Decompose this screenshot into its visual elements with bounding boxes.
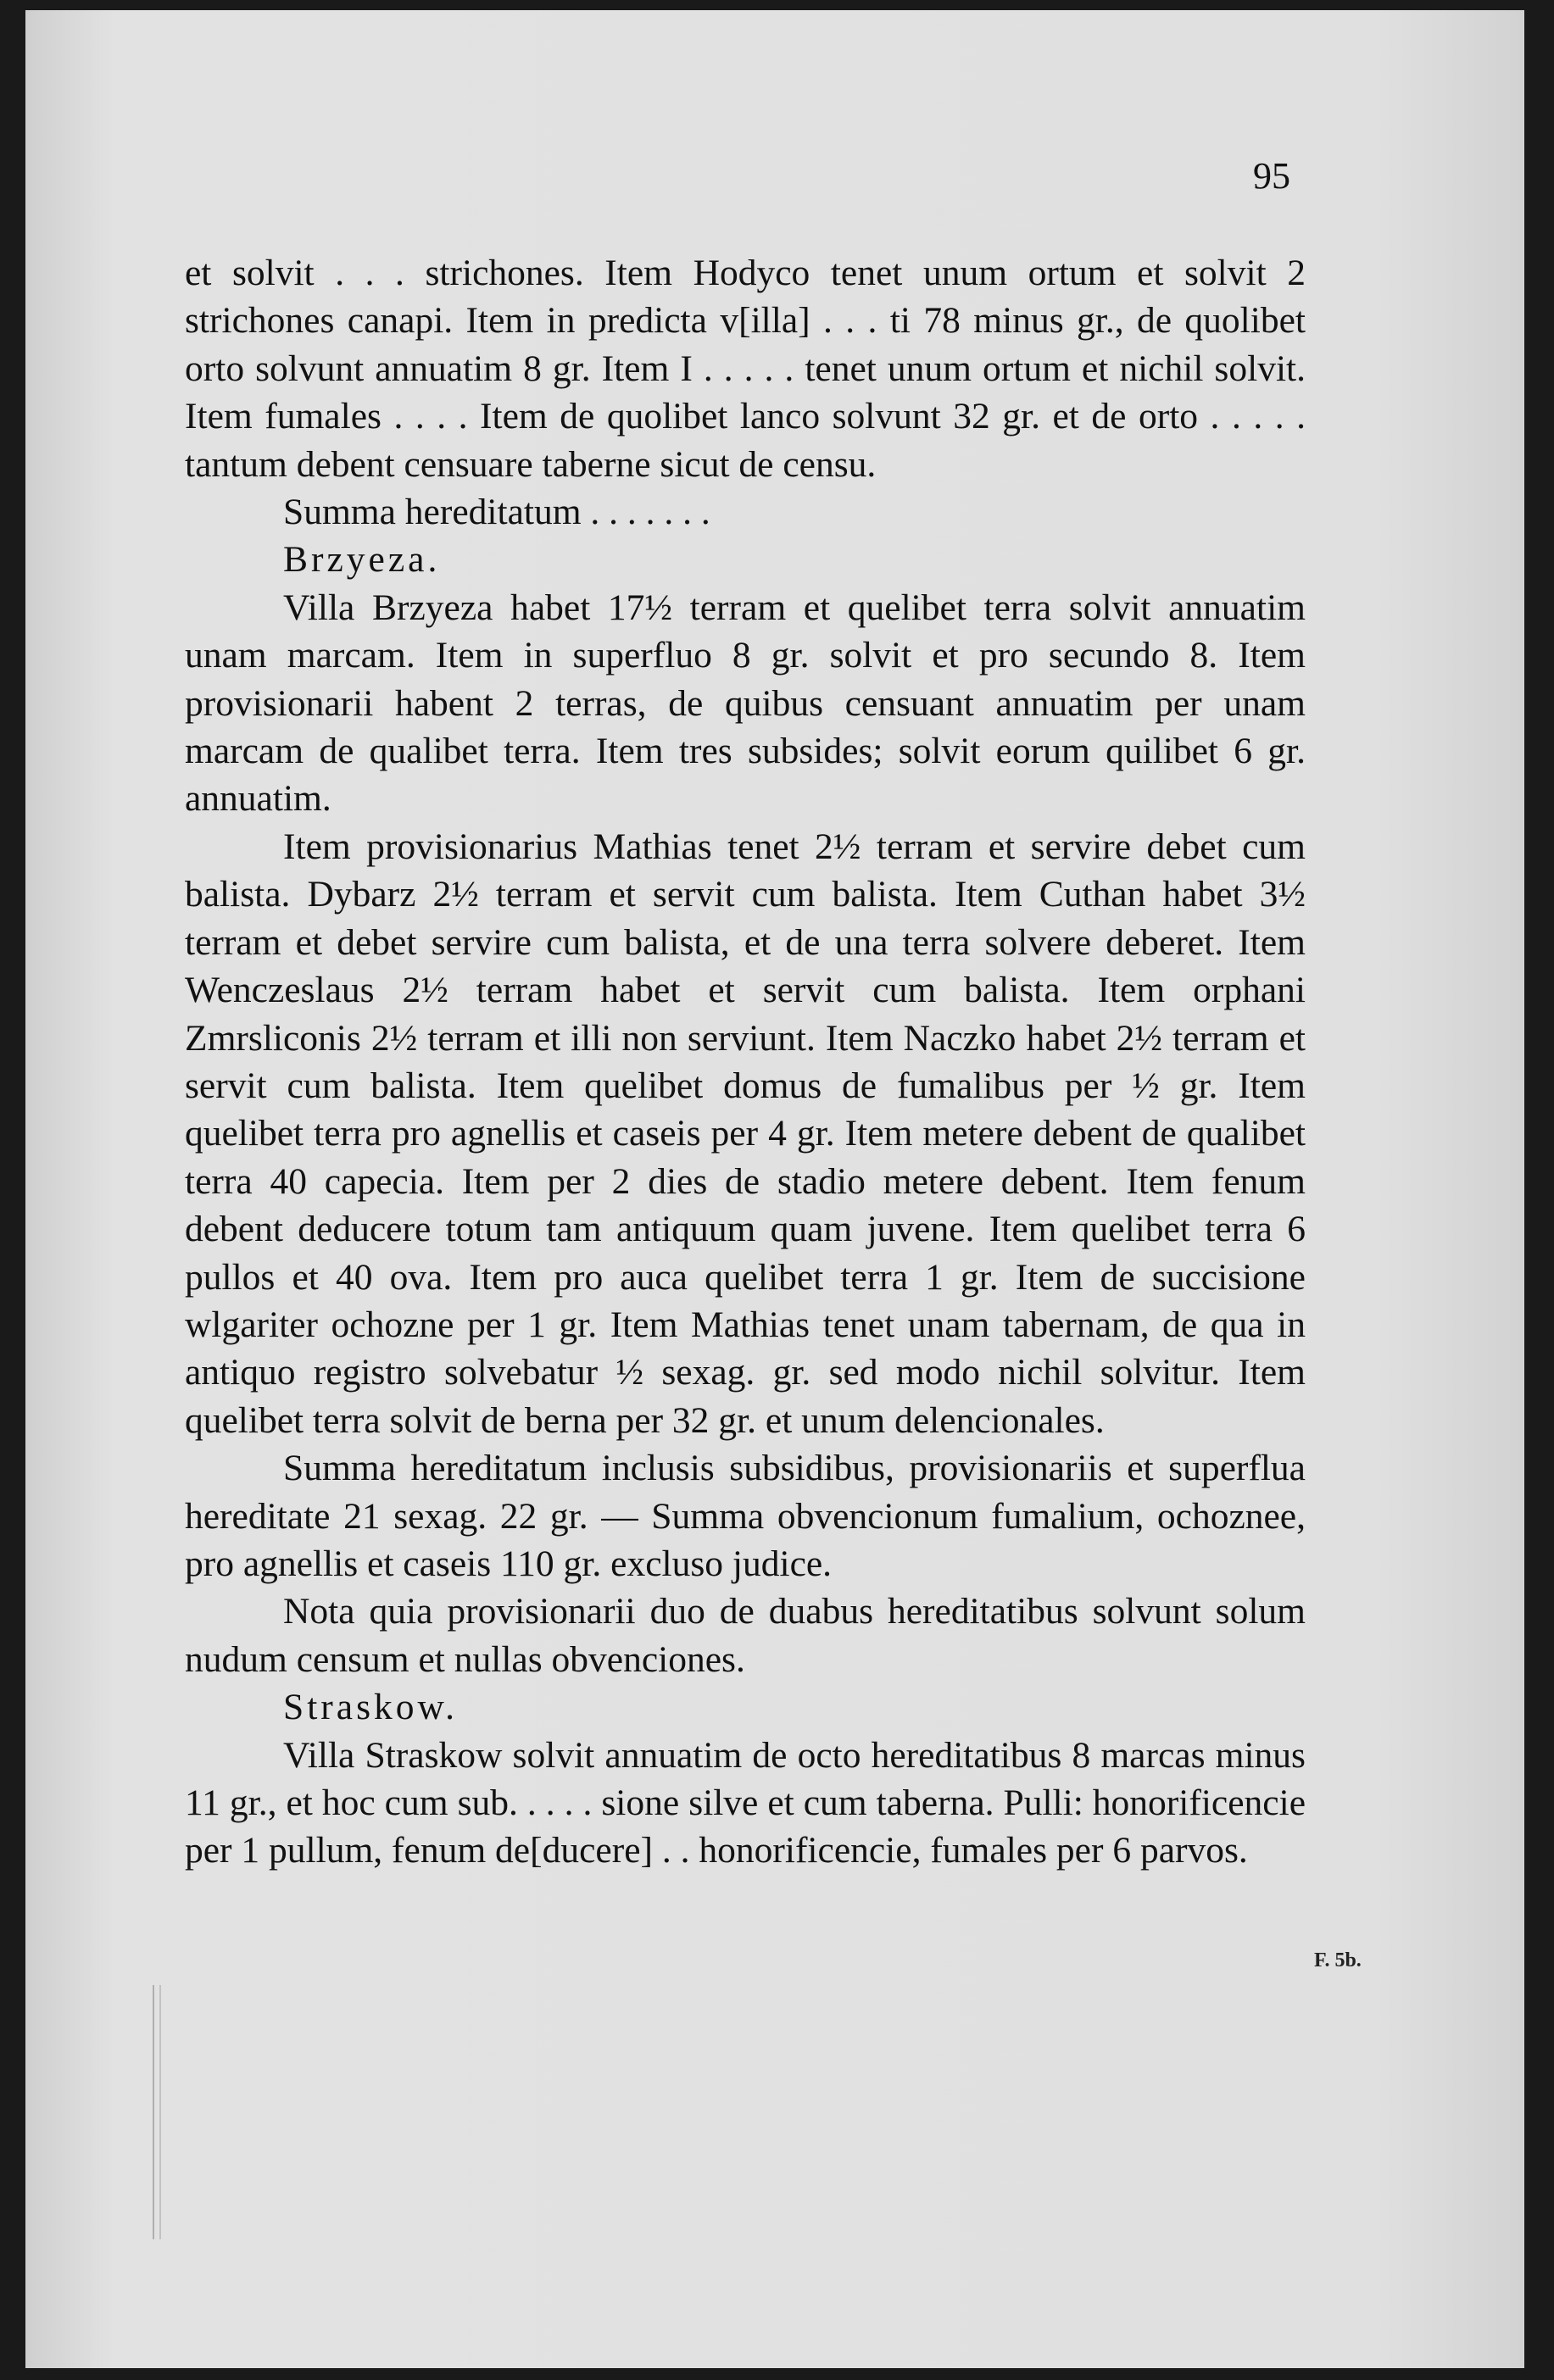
document-page xyxy=(25,10,1524,2368)
margin-note: F. 5b. xyxy=(1314,1949,1362,1971)
paragraph: Villa Brzyeza habet 17½ terram et quelibet terra solvit annuatim unam marcam. Item in superfluo 8 gr. solvit et pro secundo 8. Item provisionarii habent 2 terras, de quibus censuant annuatim per unam marcam de qualibet terra. Item tres subsides; solvit eorum quilibet 6 gr. annuatim. xyxy=(185,587,1306,820)
page-number: 95 xyxy=(1253,155,1290,197)
section-heading-straskow: Straskow. xyxy=(283,1687,458,1728)
summa-line: Summa hereditatum . . . . . . . xyxy=(283,492,710,533)
section-heading-brzyeza: Brzyeza. xyxy=(283,539,441,581)
bleed-through-mark xyxy=(153,1985,161,2239)
paragraph: Summa hereditatum inclusis subsidibus, provisionariis et superflua hereditate 21 sexag. 22 gr. — Summa obvencionum fumalium, ochoznee, pro agnellis et caseis 110 gr. excluso judice. xyxy=(185,1448,1306,1584)
paragraph: Villa Straskow solvit annuatim de octo hereditatibus 8 marcas minus 11 gr., et hoc cum sub. . . . . sione silve et cum taberna. Pulli: honorificencie per 1 pullum, fenum de[ducere] . . honorificencie, fumales per 6 parvos. xyxy=(185,1734,1306,1871)
body-text xyxy=(185,249,1306,1875)
paragraph: Item provisionarius Mathias tenet 2½ terram et servire debet cum balista. Dybarz 2½ terram et servit cum balista. Item Cuthan habet 3½ terram et debet servire cum balista, et de una terra solvere deberet. Item Wenczeslaus 2½ terram habet et servit cum balista. Item orphani Zmrsliconis 2½ terram et illi non serviunt. Item Naczko habet 2½ terram et servit cum balista. Item quelibet domus de fumalibus per ½ gr. Item quelibet terra pro agnellis et caseis per 4 gr. Item metere debent de qualibet terra 40 capecia. Item per 2 dies de stadio metere debent. Item fenum debent deducere totum tam antiquum quam juvene. Item quelibet terra 6 pullos et 40 ova. Item pro auca quelibet terra 1 gr. Item de succisione wlgariter ochozne per 1 gr. Item Mathias tenet unam tabernam, de qua in antiquo registro solvebatur ½ sexag. gr. sed modo nichil solvitur. Item quelibet terra solvit de berna per 32 gr. et unum delencionales. xyxy=(185,826,1306,1441)
paragraph: Nota quia provisionarii duo de duabus hereditatibus solvunt solum nudum censum et nullas obvenciones. xyxy=(185,1591,1306,1680)
paragraph: et solvit . . . strichones. Item Hodyco tenet unum ortum et solvit 2 strichones canapi. Item in predicta v[illa] . . . ti 78 minus gr., de quolibet orto solvunt annuatim 8 gr. Item I . . . . . tenet unum ortum et nichil solvit. Item fumales . . . . Item de quolibet lanco solvunt 32 gr. et de orto . . . . . tantum debent censuare taberne sicut de censu. xyxy=(185,253,1306,485)
